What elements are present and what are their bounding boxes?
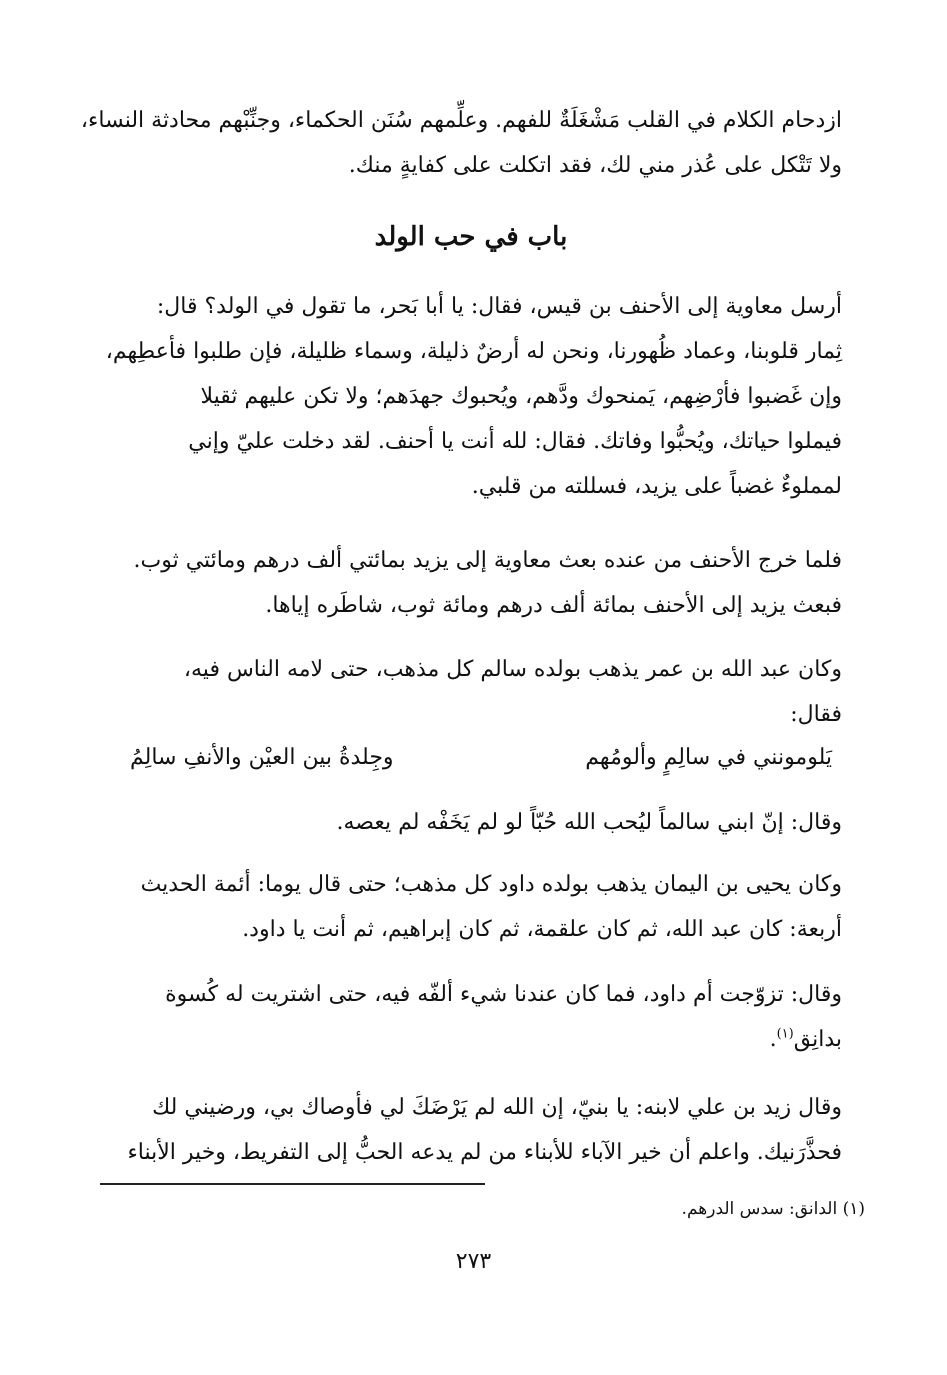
text-line: وكان عبد الله بن عمر يذهب بولده سالم كل مذهب، حتى لامه الناس فيه،: [183, 657, 842, 682]
text-line: فقال:: [790, 702, 842, 727]
text-line: ولا تَتْكل على عُذر مني لك، فقد اتكلت على كفايةٍ منك.: [348, 153, 842, 178]
text-line: [100, 1017, 842, 1062]
footnote: (١) الدانق: سدس الدرهم.: [681, 1199, 865, 1219]
text-line: ازدحام الكلام في القلب مَشْغَلَةٌ للفهم. وعلِّمهم سُنَن الحكماء، وجنِّبْهم محادثة النساء،: [80, 108, 842, 133]
paragraph-gift: [100, 538, 842, 628]
text-line: فيملوا حياتك، ويُحبُّوا وفاتك. فقال: لله أنت يا أحنف. لقد دخلت عليّ وإني: [188, 429, 842, 454]
text-fragment: بدانِق: [793, 1027, 842, 1052]
paragraph-salim: [100, 800, 842, 845]
text-line: وقال: إنّ ابني سالماً ليُحب الله حُبّاً لو لم يَخَفْه لم يعصه.: [336, 810, 842, 835]
text-line: أربعة: كان عبد الله، ثم كان علقمة، ثم كان إبراهيم، ثم أنت يا داود.: [242, 917, 842, 942]
text-line: أرسل معاوية إلى الأحنف بن قيس، فقال: يا أبا بَحر، ما تقول في الولد؟ قال:: [156, 294, 842, 319]
chapter-heading: باب في حب الولد: [374, 222, 568, 252]
text-line: ثِمار قلوبنا، وعماد ظُهورنا، ونحن له أرضٌ ذليلة، وسماء ظليلة، فإن طلبوا فأعطِهم،: [105, 339, 842, 364]
text-line: وإن غَضبوا فأرْضِهم، يَمنحوك ودَّهم، ويُحبوك جهدَهم؛ ولا تكن عليهم ثقيلا: [200, 384, 842, 409]
footnote-reference[interactable]: (١): [776, 1026, 794, 1042]
text-fragment: .: [769, 1027, 777, 1052]
paragraph-ahnaf: [100, 284, 842, 509]
intro-paragraph: [80, 98, 842, 188]
paragraph-yahya: [100, 862, 842, 952]
verse-second-hemistich: وجِلدةُ بين العيْن والأنفِ سالِمُ: [130, 745, 394, 770]
text-line: فلما خرج الأحنف من عنده بعث معاوية إلى يزيد بمائتي ألف درهم ومائتي ثوب.: [133, 548, 842, 573]
text-line: فحذَّرَنيك. واعلم أن خير الآباء للأبناء من لم يدعه الحبُّ إلى التفريط، وخير الأبناء: [127, 1140, 842, 1165]
poetry-verse: [100, 735, 842, 780]
paragraph-zayd: [100, 1085, 842, 1175]
footnote-divider: [100, 1183, 485, 1185]
text-line: وقال: تزوّجت أم داود، فما كان عندنا شيء ألفّه فيه، حتى اشتريت له كُسوة: [165, 982, 842, 1007]
page-number: ٢٧٣: [455, 1249, 492, 1274]
text-line: فبعث يزيد إلى الأحنف بمائة ألف درهم ومائة ثوب، شاطَره إياها.: [265, 593, 842, 618]
text-line: وكان يحيى بن اليمان يذهب بولده داود كل مذهب؛ حتى قال يوما: أئمة الحديث: [140, 872, 842, 897]
text-line: لمملوءٌ غضباً على يزيد، فسللته من قلبي.: [471, 474, 842, 499]
verse-first-hemistich: يَلومونني في سالِمٍ وألومُهم: [585, 745, 832, 770]
paragraph-ibn-umar: [100, 647, 842, 737]
paragraph-dawud: [100, 972, 842, 1062]
text-line: وقال زيد بن علي لابنه: يا بنيّ، إن الله لم يَرْضَكَ لي فأوصاك بي، ورضيني لك: [152, 1095, 842, 1120]
